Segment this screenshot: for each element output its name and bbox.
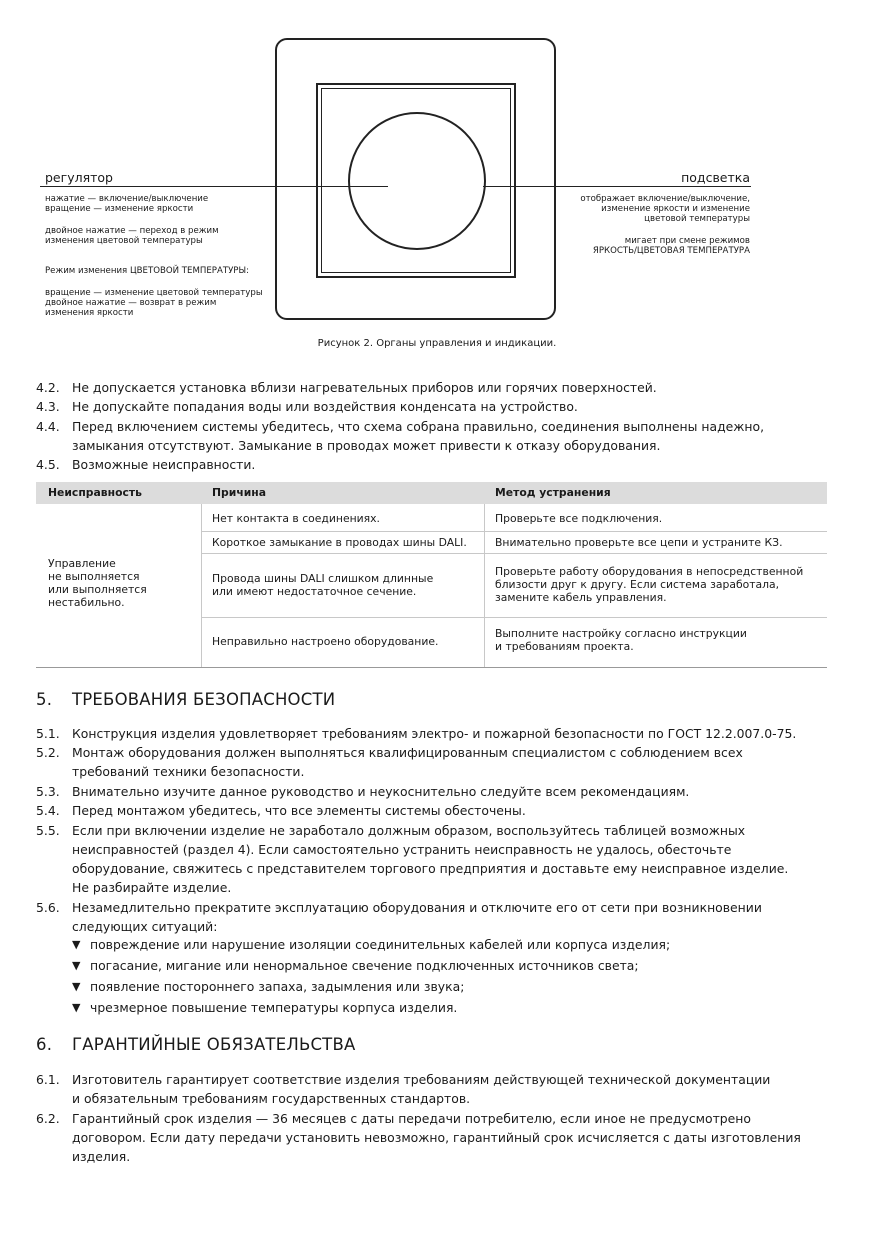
table-row-divider (201, 617, 827, 618)
section5-number: 5. (36, 690, 53, 709)
table-col-divider (484, 504, 485, 667)
list-item-line: Перед включением системы убедитесь, что схема собрана правильно, соединения выполнены надежно, (72, 418, 765, 434)
list-item-line: оборудование, свяжитесь с представителем торгового предприятия и доставьте ему неисправное изделие. (72, 860, 789, 876)
table-header-fix: Метод устранения (495, 486, 611, 499)
list-item-number: 5.2. (36, 745, 60, 761)
list-item-line: Изготовитель гарантирует соответствие изделия требованиям действующей технической документации (72, 1072, 771, 1087)
triangle-bullet-icon: ▼ (72, 938, 81, 951)
list-item-line: Конструкция изделия удовлетворяет требованиям электро- и пожарной безопасности по ГОСТ 12.2.007.0-75. (72, 726, 797, 741)
list-item-number: 6.1. (36, 1072, 60, 1087)
list-item-number: 4.3. (36, 399, 60, 415)
bullet-text: чрезмерное повышение температуры корпуса изделия. (90, 1000, 458, 1015)
list-item-line: Возможные неисправности. (72, 457, 256, 473)
list-item-text (72, 724, 796, 743)
list-item-text (72, 1070, 770, 1108)
list-item-line: Не допускается установка вблизи нагревательных приборов или горячих поверхностей. (72, 380, 657, 395)
regulator-mode-title: Режим изменения ЦВЕТОВОЙ ТЕМПЕРАТУРЫ: (45, 266, 249, 276)
list-item-line: требований техники безопасности. (72, 764, 305, 780)
regulator-leader-line (40, 186, 388, 187)
bullet-text: повреждение или нарушение изоляции соединительных кабелей или корпуса изделия; (90, 937, 671, 952)
section6-number: 6. (36, 1035, 53, 1054)
list-item-line: договором. Если дату передачи установить невозможно, гарантийный срок исчисляется с даты изготовления (72, 1129, 801, 1145)
table-cell-cause: Провода шины DALI слишком длинные или имеют недостаточное сечение. (212, 572, 434, 598)
list-item-text (72, 801, 526, 820)
list-item-number: 4.2. (36, 380, 60, 395)
table-col-divider (201, 504, 202, 667)
list-item-text (72, 821, 788, 897)
table-row-divider (201, 553, 827, 554)
list-item-line: Незамедлительно прекратите эксплуатацию оборудования и отключите его от сети при возникновении (72, 899, 762, 915)
regulator-desc-2: двойное нажатие — переход в режим изменения цветовой температуры (45, 226, 219, 246)
list-item-number: 5.3. (36, 783, 60, 799)
table-header-row (36, 482, 827, 504)
list-item-line: изделия. (72, 1148, 131, 1164)
list-item-text (72, 1109, 801, 1166)
bullet-text: появление постороннего запаха, задымления или звука; (90, 979, 465, 994)
list-item-number: 5.4. (36, 803, 60, 819)
table-cell-cause: Нет контакта в соединениях. (212, 512, 380, 525)
list-item-line: следующих ситуаций: (72, 918, 218, 934)
table-cell-fix: Проверьте все подключения. (495, 512, 663, 525)
list-item-line: Если при включении изделие не заработало должным образом, воспользуйтесь таблицей возможных (72, 822, 746, 838)
section6-title: ГАРАНТИЙНЫЕ ОБЯЗАТЕЛЬСТВА (72, 1035, 356, 1054)
list-item-number: 4.4. (36, 418, 60, 434)
triangle-bullet-icon: ▼ (72, 980, 81, 993)
triangle-bullet-icon: ▼ (72, 959, 81, 972)
regulator-desc-1: нажатие — включение/выключение вращение — изменение яркости (45, 194, 209, 214)
table-cell-fix: Выполните настройку согласно инструкции и требованиям проекта. (495, 627, 747, 653)
list-item-text (72, 397, 578, 416)
list-item-text (72, 417, 764, 455)
list-item-number: 6.2. (36, 1110, 60, 1126)
table-cell-fix: Внимательно проверьте все цепи и устраните КЗ. (495, 536, 783, 549)
list-item-line: Не разбирайте изделие. (72, 879, 232, 895)
list-item-number: 4.5. (36, 457, 60, 473)
table-cell-fault: Управление не выполняется или выполняется нестабильно. (48, 557, 147, 609)
list-item-number: 5.6. (36, 899, 60, 915)
table-row-divider (201, 531, 827, 532)
bullet-text: погасание, мигание или ненормальное свечение подключенных источников света; (90, 958, 639, 973)
list-item-number: 5.1. (36, 726, 60, 741)
list-item-line: Перед монтажом убедитесь, что все элементы системы обесточены. (72, 803, 526, 819)
table-cell-cause: Неправильно настроено оборудование. (212, 635, 439, 648)
list-item-text (72, 782, 689, 801)
table-cell-fix: Проверьте работу оборудования в непосредственной близости друг к другу. Если система заработала, замените кабель управления. (495, 565, 804, 604)
list-item-line: неисправностей (раздел 4). Если самостоятельно устранить неисправность не удалось, обесточьте (72, 841, 732, 857)
list-item-text (72, 898, 762, 936)
backlight-title: подсветка (681, 170, 750, 185)
table-header-fault: Неисправность (48, 486, 142, 499)
list-item-text (72, 378, 657, 397)
backlight-desc-1: отображает включение/выключение, изменение яркости и изменение цветовой температуры (580, 194, 750, 224)
triangle-bullet-icon: ▼ (72, 1001, 81, 1014)
list-item-line: Гарантийный срок изделия — 36 месяцев с даты передачи потребителю, если иное не предусмотрено (72, 1110, 751, 1126)
figure-caption: Рисунок 2. Органы управления и индикации. (317, 338, 557, 349)
table-bottom-border (36, 667, 827, 668)
list-item-number: 5.5. (36, 822, 60, 838)
section5-title: ТРЕБОВАНИЯ БЕЗОПАСНОСТИ (72, 690, 336, 709)
regulator-knob (348, 112, 486, 250)
table-cell-cause: Короткое замыкание в проводах шины DALI. (212, 536, 467, 549)
list-item-line: Не допускайте попадания воды или воздействия конденсата на устройство. (72, 399, 578, 415)
regulator-desc-3: вращение — изменение цветовой температуры двойное нажатие — возврат в режим изменения яркости (45, 288, 263, 318)
list-item-line: и обязательным требованиям государственных стандартов. (72, 1091, 471, 1106)
list-item-text (72, 743, 743, 781)
list-item-line: Монтаж оборудования должен выполняться квалифицированным специалистом с соблюдением всех (72, 745, 743, 761)
list-item-line: замыкания отсутствуют. Замыкание в проводах может привести к отказу оборудования. (72, 437, 661, 453)
list-item-line: Внимательно изучите данное руководство и неукоснительно следуйте всем рекомендациям. (72, 783, 690, 799)
regulator-title: регулятор (45, 170, 113, 185)
backlight-leader-line (483, 186, 751, 187)
table-header-cause: Причина (212, 486, 267, 499)
backlight-desc-2: мигает при смене режимов ЯРКОСТЬ/ЦВЕТОВАЯ ТЕМПЕРАТУРА (592, 236, 750, 256)
faults-table (36, 482, 827, 668)
list-item-text (72, 455, 255, 474)
